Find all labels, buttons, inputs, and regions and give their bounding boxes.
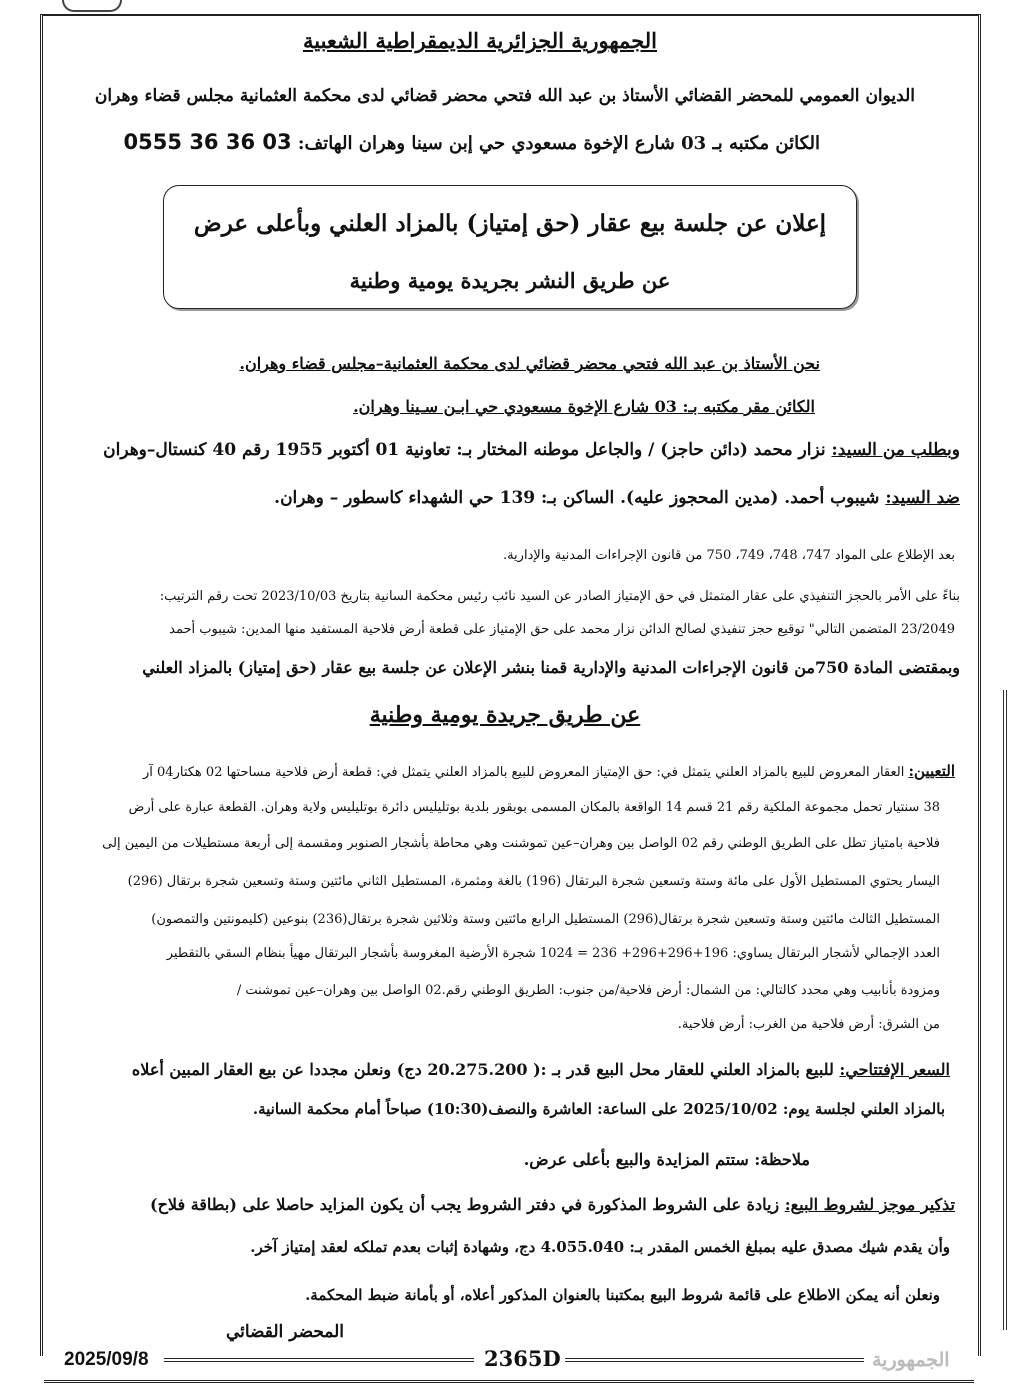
notice-subtitle: عن طريق النشر بجريدة يومية وطنية [349, 268, 671, 293]
conditions-line-2: وأن يقدم شيك مصدق عليه بمبلغ الخمس المقدر بـ: 4.055.040 دج، وشهادة إثبات بعدم تملكه لعقد إمتياز آخر. [250, 1238, 950, 1256]
designation-line-3: فلاحية بامتياز تطل على الطريق الوطني رقم 02 الواصل بين وهران–عين تموشنت وهي محاطة بأشجار الصنوبر ومقسمة إلى أربعة مستطيلات من اليمين إلى [102, 836, 940, 851]
adjacent-page-border [1003, 690, 1007, 1330]
footer-bar [44, 1345, 974, 1375]
republic-heading: الجمهورية الجزائرية الديمقراطية الشعبية [302, 28, 657, 53]
conditions-label: تذكير موجز لشروط البيع: [784, 1195, 955, 1214]
footer-rule-right [564, 1358, 864, 1362]
designation-label: التعيين: [908, 762, 955, 780]
phone-number: 03 36 36 0555 [123, 130, 292, 154]
debtor-label: ضد السيد: [885, 488, 960, 508]
conditions-announcement: ونعلن أنه يمكن الاطلاع على قائمة شروط البيع بمكتبنا بالعنوان المذكور أعلاه، أو بأمانة ضبط المحكمة. [305, 1286, 940, 1304]
opening-price-text: للبيع بالمزاد العلني للعقار محل البيع قدر بـ :( 20.275.200 دج) ونعلن مجددا عن بيع العقار المبين أعلاه [131, 1060, 840, 1079]
newspaper-heading: عن طريق جريدة يومية وطنية [369, 702, 641, 728]
footer-rule-left [164, 1358, 474, 1362]
footer-newspaper-logo: الجمهورية [872, 1349, 950, 1371]
footer-date: 2025/09/8 [64, 1349, 149, 1370]
footer-code: 2365D [480, 1346, 565, 1371]
opening-price-line [100, 1060, 950, 1079]
designation-line-4: اليسار يحتوي المستطيل الأول على مائة وستة وتسعين شجرة البرتقال (196) بالغة ومثمرة، المستطيل الثاني مائتين وستة وتسعين شجرة برتقال (296) [127, 874, 940, 889]
designation-line-5: المستطيل الثالث مائتين وستة وتسعين شجرة برتقال(296) المستطيل الرابع مائتين وستة وثلاثين شجرة برتقال(236) بنوعين (كليمونتين والتمصون) [151, 912, 940, 927]
bailiff-address: الكائن مقر مكتبه بـ: 03 شارع الإخوة مسعودي حي ابـن سـينا وهران. [353, 397, 815, 416]
designation-line-7: ومزودة بأنابيب وهي محدد كالتالي: من الشمال: أرض فلاحية/من جنوب: الطريق الوطني رقم.02 الواصل بين وهران–عين تموشنت / [236, 983, 940, 998]
article-750-line: وبمقتضى المادة 750من قانون الإجراءات المدنية والإدارية قمنا بنشر الإعلان عن جلسة بيع عقار (حق إمتياز) بالمزاد العلني [142, 658, 960, 677]
designation-text-1: العقار المعروض للبيع بالمزاد العلني يتمثل في: حق الإمتياز المعروض للبيع بالمزاد العلني يتمثل في: قطعة أرض فلاحية مساحتها 02 هكتار04 آر [143, 765, 909, 780]
designation-line-1 [55, 762, 955, 780]
designation-line-8: من الشرق: أرض فلاحية من الغرب: أرض فلاحية. [677, 1017, 940, 1032]
designation-line-2: 38 سنتيار تحمل مجموعة الملكية رقم 21 قسم 14 الواقعة بالمكان المسمى بوبقور بلدية بوتليليس دائرة بوتليليس ولاية وهران. القطعة عبارة على أرض [128, 800, 940, 815]
office-address-line [123, 130, 820, 154]
debtor-text: شيبوب أحمد. (مدين المحجوز عليه). الساكن بـ: 139 حي الشهداء كاسطور – وهران. [274, 488, 886, 508]
designation-line-6: العدد الإجمالي لأشجار البرتقال يساوي: 196+296+296+ 236 = 1024 شجرة الأرضية المغروسة بأشجار البرتقال مهيأ بنظام السقي بالتقطير [166, 946, 940, 961]
note-line: ملاحظة: ستتم المزايدة والبيع بأعلى عرض. [523, 1150, 810, 1169]
office-address: الكائن مكتبه بـ 03 شارع الإخوة مسعودي حي إبن سينا وهران الهاتف: [291, 133, 820, 154]
conditions-line-1 [95, 1195, 955, 1214]
conditions-text-1: زيادة على الشروط المذكورة في دفتر الشروط يجب أن يكون المزايد حاصلا على (بطاقة فلاح) [150, 1195, 785, 1214]
requester-label: وبطلب من السيد: [831, 440, 960, 460]
seizure-order: بناءً على الأمر بالحجز التنفيذي على عقار المتمثل في حق الإمتياز الصادر عن السيد نائب رئيس محكمة السانية بتاريخ 2023/10/03 تحت رقم الترتيب: [159, 589, 960, 604]
office-line: الديوان العمومي للمحضر القضائي الأستاذ بن عبد الله فتحي محضر قضائي لدى محكمة العثمانية مجلس قضاء وهران [94, 86, 915, 106]
notice-title: إعلان عن جلسة بيع عقار (حق إمتياز) بالمزاد العلني وبأعلى عرض [193, 210, 827, 237]
corner-mark [62, 0, 122, 12]
debtor-line [240, 488, 960, 508]
seizure-order-cont: 23/2049 المتضمن التالي" توقيع حجز تنفيذي لصالح الدائن نزار محمد على حق الإمتياز على قطعة أرض فلاحية المستفيد منها المدين: شيبوب أحمد [169, 622, 955, 637]
session-date-line: بالمزاد العلني لجلسة يوم: 2025/10/02 على الساعة: العاشرة والنصف(10:30) صباحاً أمام محكمة السانية. [252, 1100, 945, 1118]
opening-price-label: السعر الإفتتاحي: [839, 1060, 950, 1079]
bailiff-signature-label: المحضر القضائي [225, 1322, 345, 1342]
bailiff-intro: نحن الأستاذ بن عبد الله فتحي محضر قضائي لدى محكمة العثمانية–مجلس قضاء وهران. [239, 354, 820, 373]
requester-line [70, 440, 960, 460]
requester-text: نزار محمد (دائن حاجز) / والجاعل موطنه المختار بـ: تعاونية 01 أكتوبر 1955 رقم 40 كنستال–وهران [103, 440, 832, 460]
legal-articles: بعد الإطلاع على المواد 747، 748، 749، 750 من قانون الإجراءات المدنية والإدارية. [502, 548, 955, 563]
bottom-border [44, 1380, 974, 1383]
